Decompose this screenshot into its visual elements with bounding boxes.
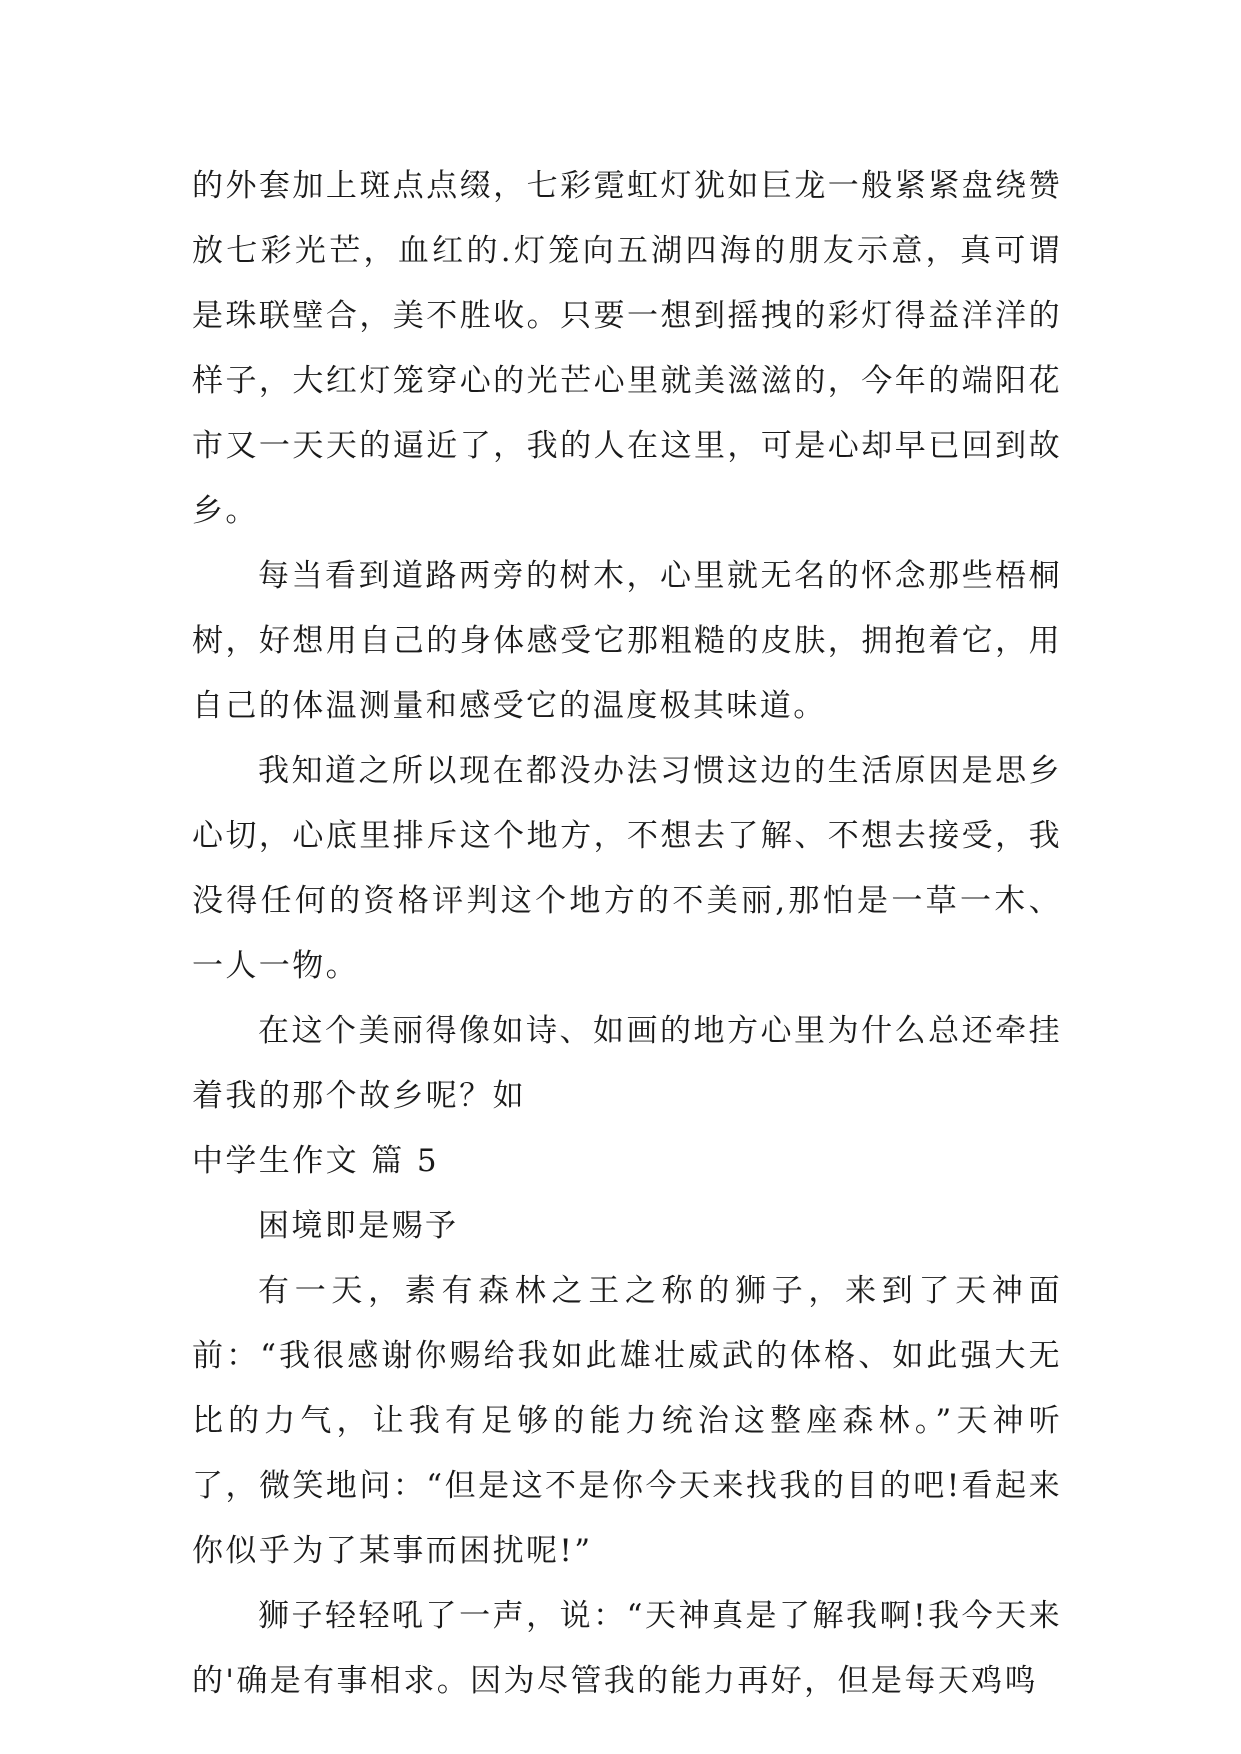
paragraph-lanterns: 的外套加上斑点点缀，七彩霓虹灯犹如巨龙一般紧紧盘绕赞放七彩光芒，血红的.灯笼向五湖四海的朋友示意，真可谓是珠联壁合，美不胜收。只要一想到摇拽的彩灯得益洋洋的样子，大红灯笼穿心的光芒心里就美滋滋的，今年的端阳花市又一天天的逼近了，我的人在这里，可是心却早已回到故乡。 <box>192 168 1062 529</box>
essay-title: 困境即是赐予 <box>258 1208 459 1244</box>
section-heading: 中学生作文 篇 5 <box>192 1143 440 1179</box>
paragraph-homesick: 我知道之所以现在都没办法习惯这边的生活原因是思乡心切，心底里排斥这个地方，不想去了解、不想去接受，我没得任何的资格评判这个地方的不美丽,那怕是一草一木、一人一物。 <box>192 753 1062 984</box>
document-body <box>192 154 1062 1714</box>
paragraph-hometown-question: 在这个美丽得像如诗、如画的地方心里为什么总还牵挂着我的那个故乡呢？如 <box>192 1013 1062 1114</box>
paragraph-lion-request: 狮子轻轻吼了一声，说：“天神真是了解我啊!我今天来的'确是有事相求。因为尽管我的能力再好，但是每天鸡鸣 <box>192 1598 1062 1699</box>
paragraph-trees: 每当看到道路两旁的树木，心里就无名的怀念那些梧桐树，好想用自己的身体感受它那粗糙的皮肤，拥抱着它，用自己的体温测量和感受它的温度极其味道。 <box>192 558 1062 724</box>
paragraph-lion-visit: 有一天，素有森林之王之称的狮子，来到了天神面前：“我很感谢你赐给我如此雄壮威武的体格、如此强大无比的力气，让我有足够的能力统治这整座森林。”天神听了，微笑地问：“但是这不是你今天来找我的目的吧!看起来你似乎为了某事而困扰呢!” <box>192 1273 1062 1569</box>
